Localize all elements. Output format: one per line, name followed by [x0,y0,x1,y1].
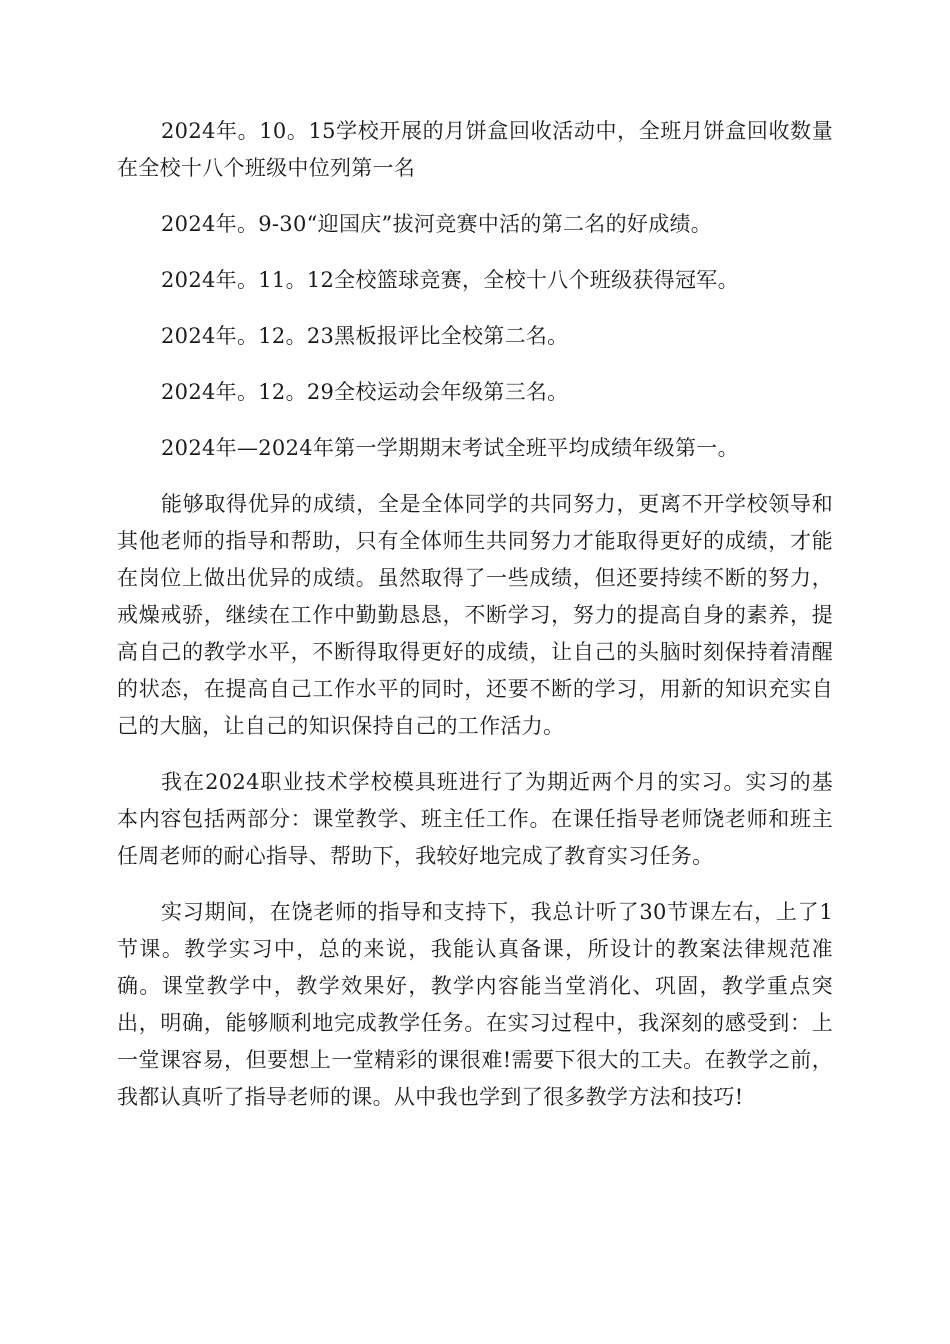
paragraph-tug-of-war: 2024年。9-30“迎国庆”拔河竞赛中活的第二名的好成绩。 [161,212,713,236]
document-page [117,113,833,1116]
paragraph-blackboard: 2024年。12。23黑板报评比全校第二名。 [161,324,569,348]
paragraph-internship-intro: 我在2024职业技术学校模具班进行了为期近两个月的实习。实习的基本内容包括两部分：课堂教学、班主任工作。在课任指导老师饶老师和班主任周老师的耐心指导、帮助下，我较好地完成了教育实习任务。 [117,770,833,868]
paragraph-internship-teaching: 实习期间，在饶老师的指导和支持下，我总计听了30节课左右，上了1节课。教学实习中，总的来说，我能认真备课，所设计的教案法律规范准确。课堂教学中，教学效果好，教学内容能当堂消化、巩固，教学重点突出，明确，能够顺利地完成教学任务。在实习过程中，我深刻的感受到：上一堂课容易，但要想上一堂精彩的课很难!需要下很大的工夫。在教学之前，我都认真听了指导老师的课。从中我也学到了很多教学方法和技巧! [117,900,833,1109]
paragraph-basketball: 2024年。11。12全校篮球竞赛，全校十八个班级获得冠军。 [161,268,739,292]
paragraph-achievements-summary: 能够取得优异的成绩，全是全体同学的共同努力，更离不开学校领导和其他老师的指导和帮助，只有全体师生共同努力才能取得更好的成绩，才能在岗位上做出优异的成绩。虽然取得了一些成绩，但还要持续不断的努力，戒燥戒骄，继续在工作中勤勤恳恳，不断学习，努力的提高自身的素养，提高自己的教学水平，不断得取得更好的成绩，让自己的头脑时刻保持着清醒的状态，在提高自己工作水平的同时，还要不断的学习，用新的知识充实自己的大脑，让自己的知识保持自己的工作活力。 [117,492,833,738]
paragraph-final-exam: 2024年—2024年第一学期期末考试全班平均成绩年级第一。 [161,436,739,460]
paragraph-mooncake-recycling: 2024年。10。15学校开展的月饼盒回收活动中，全班月饼盒回收数量在全校十八个班级中位列第一名 [117,119,833,180]
paragraph-sports-meet: 2024年。12。29全校运动会年级第三名。 [161,380,569,404]
